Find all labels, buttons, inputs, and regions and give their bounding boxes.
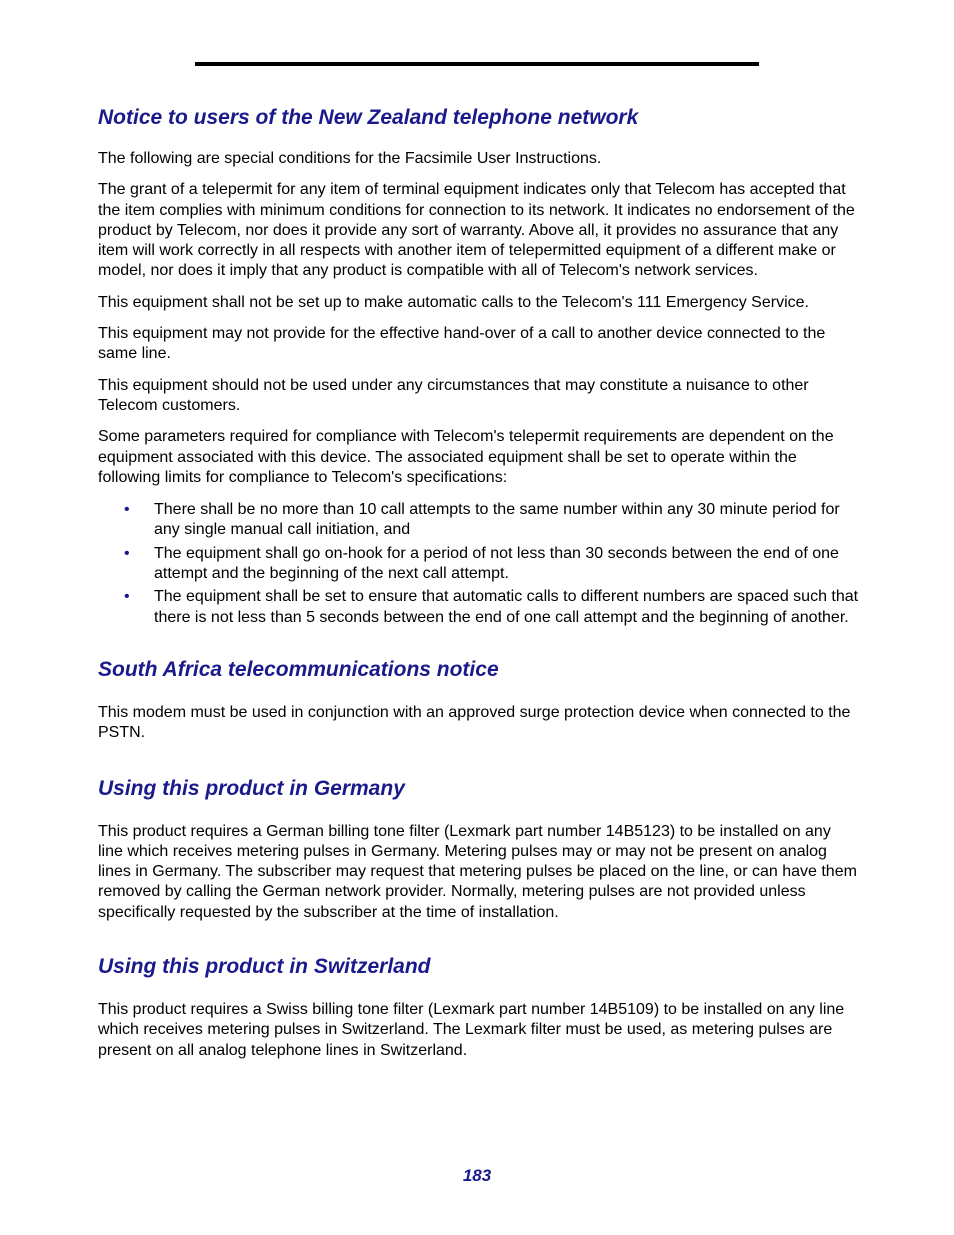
- paragraph: This product requires a Swiss billing tone filter (Lexmark part number 14B5109) to be installed on any line which receives metering pulses in Switzerland. The Lexmark filter must be used, as metering pulses are present on all analog telephone lines in Switzerland.: [98, 1001, 845, 1059]
- paragraph: The grant of a telepermit for any item of terminal equipment indicates only that Telecom has accepted that the item complies with minimum conditions for connection to its network. It indicates no endorsement of the product by Telecom, nor does it provide any sort of warranty. Above all, it provides no assurance that any item will work correctly in all respects with another item of telepermitted equipment of a different make or model, nor does it imply that any product is compatible with all of Telecom's network services.: [98, 181, 855, 280]
- page-content: [98, 104, 860, 1061]
- list-item-text: The equipment shall be set to ensure that automatic calls to different numbers are spaced such that there is not less than 5 seconds between the end of one call attempt and the beginning of another.: [154, 588, 859, 626]
- paragraph: The following are special conditions for the Facsimile User Instructions.: [98, 150, 602, 167]
- bullet-icon: •: [124, 501, 130, 519]
- paragraph: This equipment should not be used under any circumstances that may constitute a nuisance to other Telecom customers.: [98, 376, 809, 414]
- section-title-south-africa: South Africa telecommunications notice: [98, 657, 499, 681]
- list-item-text: The equipment shall go on-hook for a period of not less than 30 seconds between the end of one attempt and the beginning of the next call attempt.: [154, 544, 839, 583]
- header-rule: [195, 62, 759, 66]
- section-title-germany: Using this product in Germany: [98, 776, 405, 800]
- paragraph: This modem must be used in conjunction with an approved surge protection device when connected to the PSTN.: [98, 703, 851, 742]
- list-item: [98, 587, 860, 628]
- list-item-text: There shall be no more than 10 call attempts to the same number within any 30 minute period for any single manual call initiation, and: [154, 501, 840, 539]
- list-item: [98, 544, 860, 585]
- paragraph: This equipment may not provide for the effective hand-over of a call to another device connected to the same line.: [98, 325, 826, 363]
- bullet-list: [98, 500, 860, 628]
- paragraph: Some parameters required for compliance with Telecom's telepermit requirements are dependent on the equipment associated with this device. The associated equipment shall be set to operate within the following limits for compliance to Telecom's specifications:: [98, 428, 834, 486]
- bullet-icon: •: [124, 588, 130, 606]
- list-item: [98, 500, 860, 541]
- section-title-switzerland: Using this product in Switzerland: [98, 955, 431, 979]
- bullet-icon: •: [124, 544, 130, 562]
- paragraph: This product requires a German billing tone filter (Lexmark part number 14B5123) to be installed on any line which receives metering pulses in Germany. Metering pulses may or may not be present on analog lines in Germany. The subscriber may request that metering pulses be placed on the line, or can have them removed by calling the German network provider. Normally, metering pulses are not provided unless specifically requested by the subscriber at the time of installation.: [98, 822, 857, 921]
- page-number: 183: [462, 1166, 492, 1185]
- paragraph: This equipment shall not be set up to make automatic calls to the Telecom's 111 Emergency Service.: [98, 293, 809, 311]
- section-title-new-zealand: Notice to users of the New Zealand telephone network: [98, 106, 639, 129]
